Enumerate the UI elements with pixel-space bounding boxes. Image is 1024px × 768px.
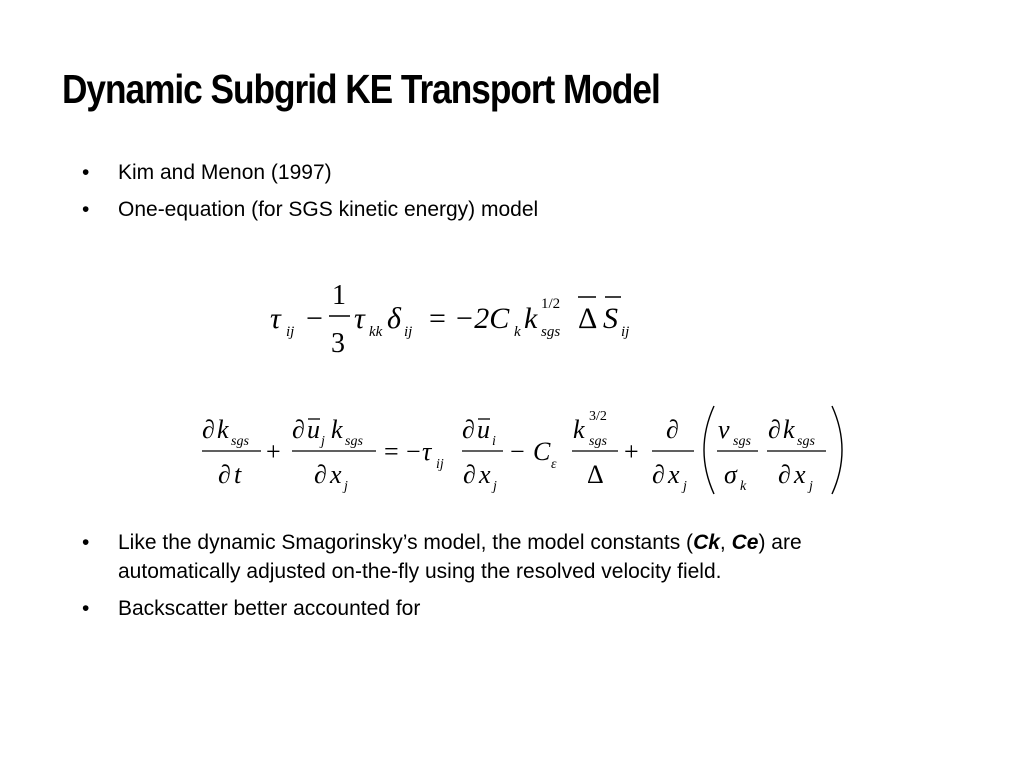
equation-ke-transport	[200, 400, 850, 500]
eq1-sub-kk: kk	[369, 324, 383, 340]
constant-ce: Ce	[731, 531, 759, 554]
bullet-text: Backscatter better accounted for	[118, 597, 421, 620]
eq1-sub-ij3: ij	[621, 324, 630, 340]
slide-title: Dynamic Subgrid KE Transport Model	[62, 66, 660, 112]
bullet-list-top	[78, 158, 908, 232]
eq2-t5-den-x: x	[668, 460, 680, 489]
eq2-t6-sgs: sgs	[797, 434, 815, 449]
eq1-k-sgs: k	[524, 302, 538, 335]
eq2-t6-den-partial: ∂	[778, 460, 791, 489]
constant-ck: Ck	[693, 531, 720, 554]
eq2-t1-den-t: t	[234, 460, 242, 489]
eq1-minus: −	[306, 302, 323, 335]
eq2-t3-u: u	[477, 415, 490, 444]
bullet-text: One-equation (for SGS kinetic energy) model	[118, 198, 539, 221]
eq2-t2-partial: ∂	[292, 415, 305, 444]
equation-ke-transport-svg	[200, 400, 850, 500]
eq2-nu-sgs: sgs	[733, 434, 751, 449]
eq2-t5-den-j: j	[683, 479, 687, 494]
eq1-delta: δ	[387, 302, 401, 335]
eq1-equals: =	[429, 302, 446, 335]
bullet-marker: •	[82, 198, 90, 221]
eq2-t2-k: k	[331, 415, 343, 444]
eq2-t1-den-partial: ∂	[218, 460, 231, 489]
eq2-plus2: +	[624, 437, 639, 466]
eq1-S: S	[603, 302, 618, 335]
eq2-left-paren	[704, 406, 714, 494]
eq2-t3-den-j: j	[493, 479, 497, 494]
eq2-t4-sgs: sgs	[589, 434, 607, 449]
eq2-sigma: σ	[724, 460, 737, 489]
eq2-t1-k: k	[217, 415, 229, 444]
bullet-marker: •	[82, 597, 90, 620]
eq2-t6-k: k	[783, 415, 795, 444]
eq1-sup-half: 1/2	[541, 296, 561, 312]
eq1-frac-den: 3	[331, 328, 345, 359]
bullet-list-bottom	[78, 528, 908, 631]
eq2-t2-den-partial: ∂	[314, 460, 327, 489]
eq2-eps: ε	[551, 457, 557, 472]
bullet-item	[78, 158, 908, 187]
eq2-t5-partial: ∂	[666, 415, 679, 444]
eq2-sigma-k: k	[740, 479, 747, 494]
eq2-t4-sup: 3/2	[589, 409, 607, 424]
eq1-Delta: Δ	[578, 302, 598, 335]
eq1-sub-ij: ij	[286, 324, 295, 340]
bullet-item	[78, 594, 908, 623]
bullet-text	[118, 531, 802, 583]
eq2-t3-den-x: x	[479, 460, 491, 489]
eq2-t1-sgs: sgs	[231, 434, 249, 449]
eq2-t2-sub-j: j	[321, 434, 325, 449]
bullet-item	[78, 528, 908, 586]
bullet-text-part1: Like the dynamic Smagorinsky’s model, the model constants (	[118, 531, 694, 554]
eq2-C: C	[533, 437, 551, 466]
eq2-tau: τ	[422, 437, 432, 466]
eq1-tau: τ	[270, 302, 281, 335]
eq2-t1-partial: ∂	[202, 415, 215, 444]
bullet-marker: •	[82, 161, 90, 184]
eq2-t2-u: u	[307, 415, 320, 444]
eq2-t6-den-j: j	[809, 479, 813, 494]
eq1-tau2: τ	[354, 302, 365, 335]
bullet-marker: •	[82, 531, 90, 554]
eq1-neg2c: −2C	[454, 302, 510, 335]
eq2-equals: =	[384, 437, 399, 466]
eq1-sub-sgs: sgs	[541, 324, 561, 340]
eq2-right-paren	[832, 406, 842, 494]
eq2-nu: ν	[718, 415, 730, 444]
bullet-text-comma: ,	[719, 531, 732, 554]
eq2-t2-den-x: x	[330, 460, 342, 489]
bullet-text-part2: ) are automatically adjusted on-the-fly using the resolved velocity field.	[118, 531, 802, 583]
eq2-t4-k: k	[573, 415, 585, 444]
eq2-plus1: +	[266, 437, 281, 466]
eq2-t5-den-partial: ∂	[652, 460, 665, 489]
eq2-t6-partial: ∂	[768, 415, 781, 444]
eq1-frac-num: 1	[332, 280, 346, 311]
bullet-item	[78, 195, 908, 224]
eq2-minus: −	[510, 437, 525, 466]
equation-sgs-stress	[266, 276, 646, 359]
eq2-t4-den: Δ	[587, 460, 604, 489]
eq2-t3-sub-i: i	[492, 434, 496, 449]
eq2-t2-den-j: j	[344, 479, 348, 494]
eq1-sub-k: k	[514, 324, 521, 340]
bullet-text: Kim and Menon (1997)	[118, 161, 332, 184]
eq2-tau-ij: ij	[436, 457, 444, 472]
eq2-t6-den-x: x	[794, 460, 806, 489]
eq2-t2-sgs: sgs	[345, 434, 363, 449]
equation-sgs-stress-svg	[266, 276, 646, 359]
eq2-neg: −	[406, 437, 421, 466]
eq2-t3-partial: ∂	[462, 415, 475, 444]
eq2-t3-den-partial: ∂	[463, 460, 476, 489]
eq1-sub-ij2: ij	[404, 324, 413, 340]
